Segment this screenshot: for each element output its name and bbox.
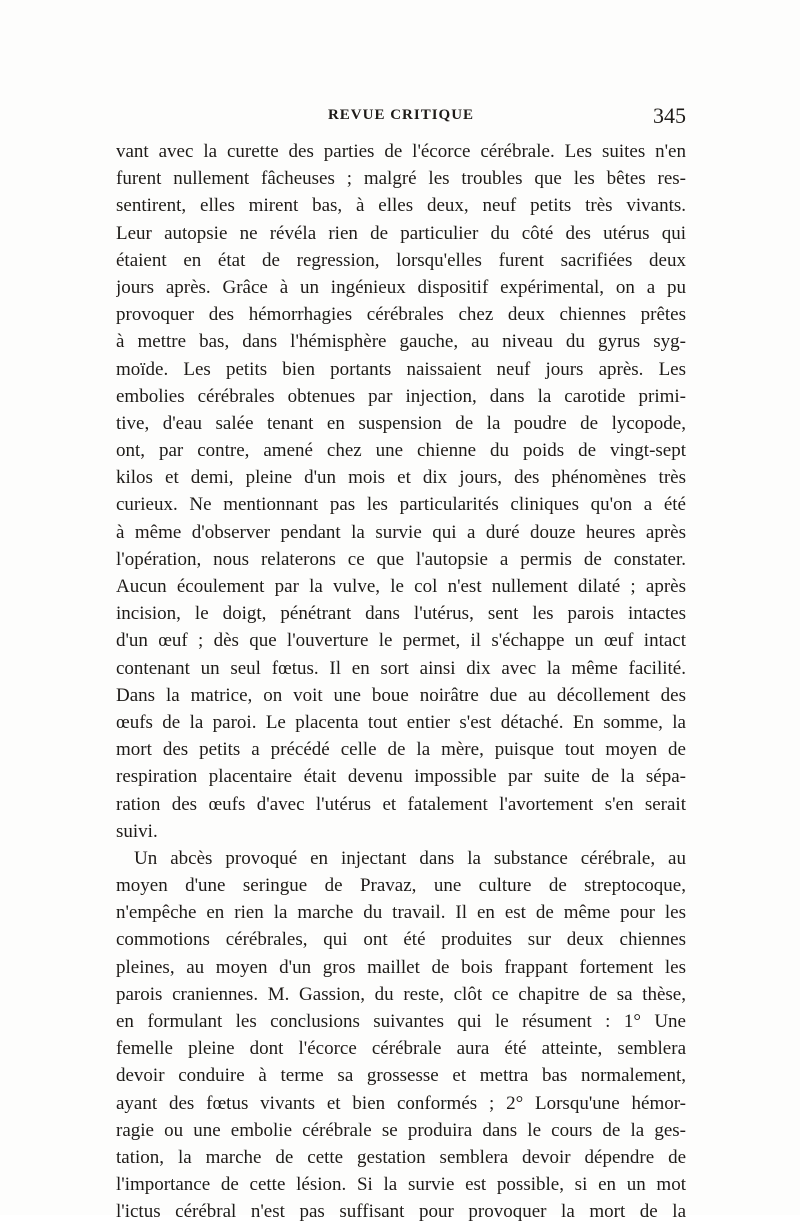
text-line: kilos et demi, pleine d'un mois et dix jours, des phénomènes très — [116, 467, 686, 489]
text-line: à même d'observer pendant la survie qui a duré douze heures après — [116, 521, 686, 543]
text-line: devoir conduire à terme sa grossesse et mettra bas normalement, — [116, 1065, 686, 1087]
text-line: n'empêche en rien la marche du travail. Il en est de même pour les — [116, 902, 686, 924]
paragraph-start-line: Un abcès provoqué en injectant dans la substance cérébrale, au — [134, 847, 686, 869]
text-line: ragie ou une embolie cérébrale se produira dans le cours de la ges- — [116, 1119, 686, 1141]
running-head — [116, 103, 686, 133]
text-line: Aucun écoulement par la vulve, le col n'est nullement dilaté ; après — [116, 576, 686, 597]
text-line: Dans la matrice, on voit une boue noirâtre due au décollement des — [116, 684, 686, 706]
text-line: ont, par contre, amené chez une chienne du poids de vingt-sept — [116, 440, 686, 462]
text-line: étaient en état de regression, lorsqu'elles furent sacrifiées deux — [116, 249, 686, 271]
text-line: provoquer des hémorrhagies cérébrales chez deux chiennes prêtes — [116, 304, 686, 326]
text-line: ration des œufs d'avec l'utérus et fatalement l'avortement s'en serait — [116, 793, 686, 815]
text-line: contenant un seul fœtus. Il en sort ainsi dix avec la même facilité. — [116, 657, 686, 679]
text-line: œufs de la paroi. Le placenta tout entier s'est détaché. En somme, la — [116, 711, 686, 733]
body-text — [116, 138, 686, 1226]
running-title: REVUE CRITIQUE — [327, 107, 475, 123]
text-line: tation, la marche de cette gestation semblera devoir dépendre de — [116, 1146, 686, 1168]
text-line: d'un œuf ; dès que l'ouverture le permet, il s'échappe un œuf intact — [116, 630, 686, 652]
text-line: respiration placentaire était devenu impossible par suite de la sépa- — [116, 766, 686, 788]
text-line: mort des petits a précédé celle de la mère, puisque tout moyen de — [116, 739, 686, 761]
page-number: 345 — [653, 103, 686, 128]
text-line: incision, le doigt, pénétrant dans l'utérus, sent les parois intactes — [116, 603, 686, 625]
text-line: Leur autopsie ne révéla rien de particulier du côté des utérus qui — [116, 222, 686, 244]
text-line: sentirent, elles mirent bas, à elles deux, neuf petits très vivants. — [116, 195, 686, 217]
text-line: jours après. Grâce à un ingénieux dispositif expérimental, on a pu — [116, 276, 686, 298]
text-line: femelle pleine dont l'écorce cérébrale aura été atteinte, semblera — [116, 1038, 686, 1060]
text-line: en formulant les conclusions suivantes qui le résument : 1° Une — [116, 1011, 686, 1032]
text-line: moïde. Les petits bien portants naissaient neuf jours après. Les — [116, 358, 686, 380]
text-line: commotions cérébrales, qui ont été produites sur deux chiennes — [116, 929, 686, 951]
text-line: moyen d'une seringue de Pravaz, une culture de streptocoque, — [116, 875, 686, 897]
text-line: embolies cérébrales obtenues par injection, dans la carotide primi- — [116, 385, 686, 407]
text-line: l'ictus cérébral n'est pas suffisant pour provoquer la mort de la — [116, 1201, 686, 1223]
text-line: furent nullement fâcheuses ; malgré les troubles que les bêtes res- — [116, 168, 686, 190]
text-line: tive, d'eau salée tenant en suspension de la poudre de lycopode, — [116, 412, 686, 434]
text-line: l'importance de cette lésion. Si la survie est possible, si en un mot — [116, 1174, 686, 1196]
text-line: parois craniennes. M. Gassion, du reste, clôt ce chapitre de sa thèse, — [116, 983, 686, 1005]
text-line: pleines, au moyen d'un gros maillet de bois frappant fortement les — [116, 956, 686, 978]
text-line: à mettre bas, dans l'hémisphère gauche, au niveau du gyrus syg- — [116, 331, 686, 353]
text-line: l'opération, nous relaterons ce que l'autopsie a permis de constater. — [116, 548, 686, 570]
paragraph-end-line: suivi. — [116, 820, 158, 842]
text-line: curieux. Ne mentionnant pas les particularités cliniques qu'on a été — [116, 494, 686, 516]
text-line: ayant des fœtus vivants et bien conformés ; 2° Lorsqu'une hémor- — [116, 1092, 686, 1114]
text-line: vant avec la curette des parties de l'écorce cérébrale. Les suites n'en — [116, 141, 686, 162]
